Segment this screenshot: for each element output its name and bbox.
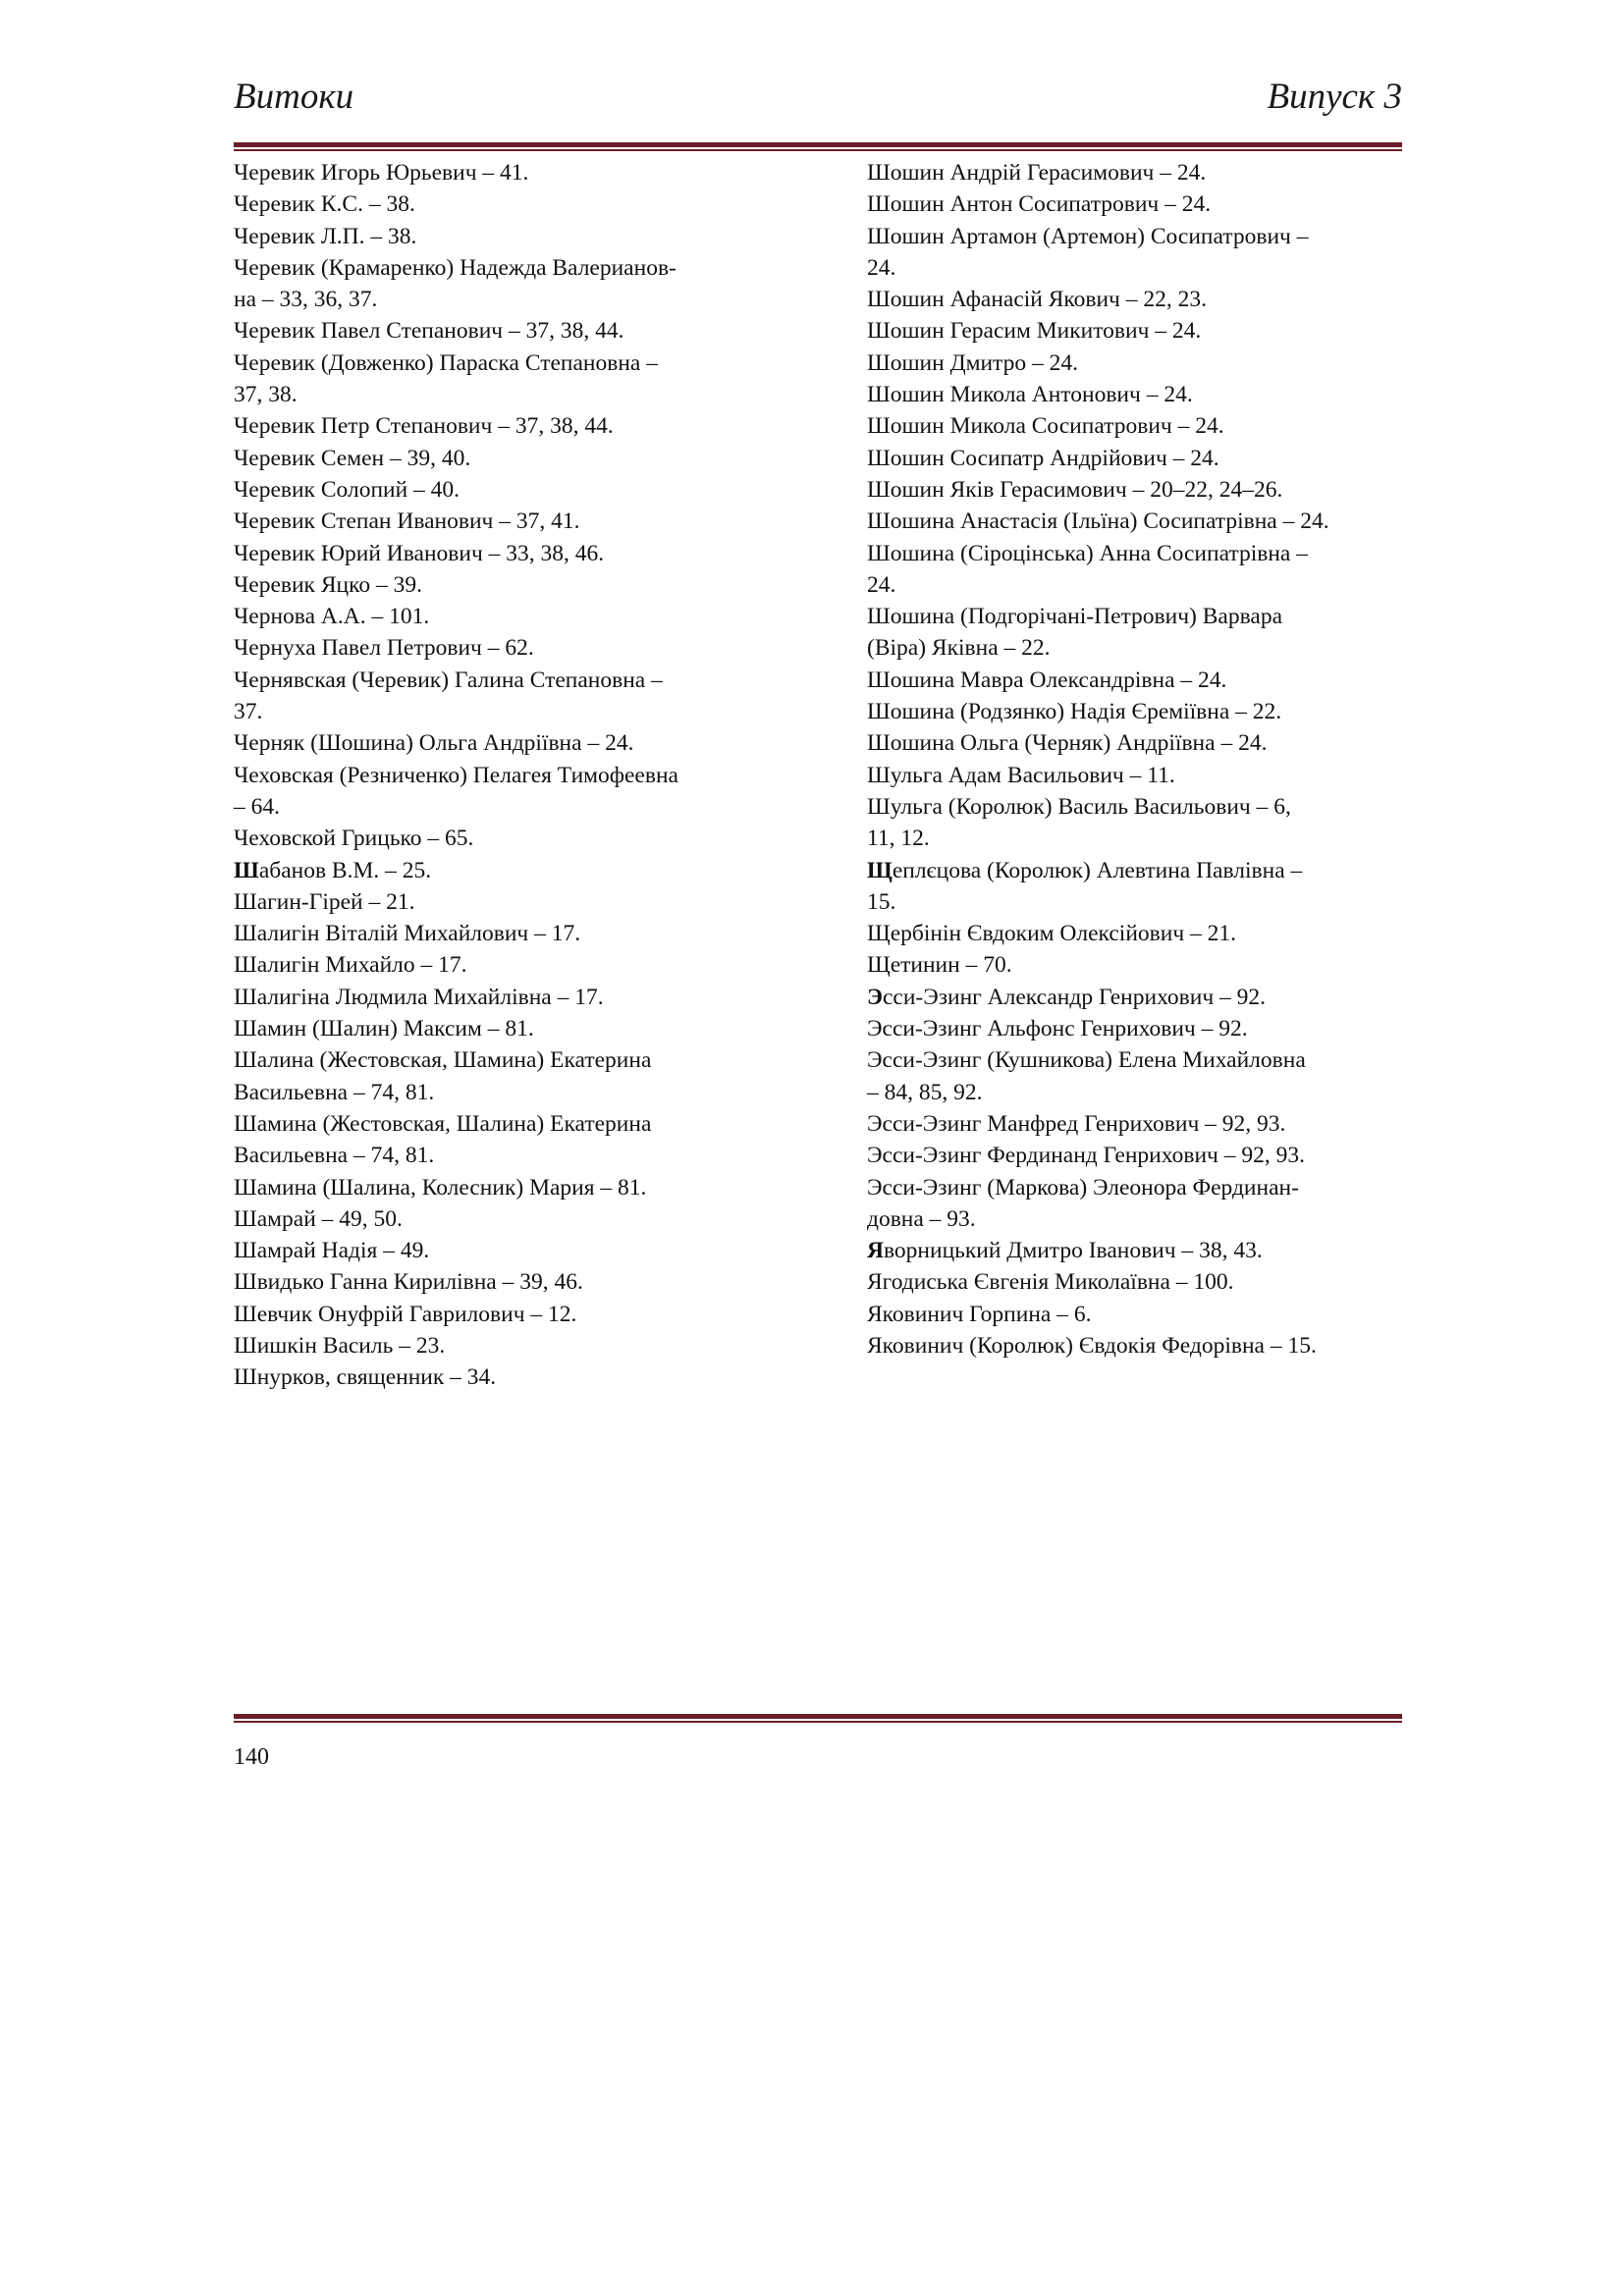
index-entry bbox=[234, 1140, 769, 1171]
index-entry bbox=[867, 569, 1405, 601]
index-entry bbox=[867, 918, 1405, 949]
index-entry bbox=[867, 982, 1405, 1013]
index-entry-text: Шошина Анастасія (Ільїна) Сосипатрівна – 24. bbox=[867, 508, 1329, 535]
index-entry bbox=[234, 918, 769, 949]
index-entry bbox=[867, 727, 1405, 759]
index-entry bbox=[867, 443, 1405, 474]
index-entry-text: Шалигіна Людмила Михайлівна – 17. bbox=[234, 984, 604, 1010]
index-entry-text: Шошина Ольга (Черняк) Андріївна – 24. bbox=[867, 730, 1268, 757]
index-entry-text: Шамрай Надія – 49. bbox=[234, 1238, 430, 1264]
index-entry-text: Черевик К.С. – 38. bbox=[234, 191, 415, 218]
index-entry-text: Черевик Яцко – 39. bbox=[234, 571, 422, 598]
index-entry-text: Шошин Микола Антонович – 24. bbox=[867, 382, 1193, 408]
index-entry bbox=[234, 696, 769, 727]
index-entry bbox=[867, 1299, 1405, 1330]
index-entry-text: Чернявская (Черевик) Галина Степановна – bbox=[234, 667, 663, 693]
index-entry-text: Черевик Солопий – 40. bbox=[234, 476, 460, 503]
index-entry bbox=[234, 188, 769, 220]
index-entry-text: Шошин Герасим Микитович – 24. bbox=[867, 318, 1202, 345]
index-entry bbox=[234, 1077, 769, 1108]
index-entry bbox=[867, 252, 1405, 284]
index-entry bbox=[234, 601, 769, 632]
index-entry bbox=[234, 284, 769, 315]
index-entry-text: на – 33, 36, 37. bbox=[234, 287, 378, 313]
index-entry-text: Шамина (Шалина, Колесник) Мария – 81. bbox=[234, 1174, 647, 1201]
index-entry bbox=[234, 538, 769, 569]
journal-title: Витоки bbox=[234, 77, 354, 117]
index-entry-text: Шамин (Шалин) Максим – 81. bbox=[234, 1016, 534, 1042]
index-entry-text: Шишкін Василь – 23. bbox=[234, 1332, 446, 1359]
index-entry-text: Шульга Адам Васильович – 11. bbox=[867, 762, 1175, 788]
index-entry bbox=[234, 982, 769, 1013]
index-entry-text: ворницький Дмитро Іванович – 38, 43. bbox=[883, 1238, 1263, 1264]
index-entry-text: Яковинич Горпина – 6. bbox=[867, 1301, 1092, 1327]
index-entry bbox=[234, 569, 769, 601]
index-entry bbox=[867, 949, 1405, 981]
index-entry-text: Эсси-Эзинг (Маркова) Элеонора Фердинан- bbox=[867, 1174, 1299, 1201]
index-entry-text: Яковинич (Королюк) Євдокія Федорівна – 15. bbox=[867, 1332, 1317, 1359]
index-entry-text: Ягодиська Євгенія Миколаївна – 100. bbox=[867, 1269, 1234, 1296]
index-entry-text: Черевик Семен – 39, 40. bbox=[234, 445, 471, 471]
index-letter-lead: Я bbox=[867, 1238, 884, 1264]
index-entry bbox=[867, 1330, 1405, 1362]
index-entry bbox=[867, 1172, 1405, 1203]
index-letter-lead: Э bbox=[867, 984, 883, 1010]
index-entry bbox=[234, 1108, 769, 1140]
index-entry bbox=[867, 760, 1405, 791]
index-entry-text: Чернуха Павел Петрович – 62. bbox=[234, 635, 534, 662]
index-entry bbox=[234, 221, 769, 252]
index-entry bbox=[867, 221, 1405, 252]
index-column-right bbox=[867, 157, 1405, 1362]
index-entry-text: Шошин Артамон (Артемон) Сосипатрович – bbox=[867, 223, 1309, 249]
index-entry-text: 37, 38. bbox=[234, 382, 298, 408]
index-entry-text: Шалигін Віталій Михайлович – 17. bbox=[234, 921, 581, 947]
index-entry bbox=[867, 1077, 1405, 1108]
index-entry-text: Чеховской Грицько – 65. bbox=[234, 826, 474, 852]
index-entry-text: Черевик Л.П. – 38. bbox=[234, 223, 417, 249]
index-entry bbox=[867, 347, 1405, 379]
index-entry bbox=[867, 665, 1405, 696]
index-entry bbox=[867, 1266, 1405, 1298]
index-entry bbox=[234, 727, 769, 759]
index-entry bbox=[234, 1203, 769, 1235]
index-entry-text: Шошин Яків Герасимович – 20–22, 24–26. bbox=[867, 476, 1283, 503]
index-entry-text: Шошина Мавра Олександрівна – 24. bbox=[867, 667, 1227, 693]
index-entry-text: Шалина (Жестовская, Шамина) Екатерина bbox=[234, 1047, 652, 1074]
index-entry bbox=[234, 855, 769, 886]
index-entry bbox=[867, 188, 1405, 220]
index-entry bbox=[234, 379, 769, 410]
index-entry-text: Шошин Дмитро – 24. bbox=[867, 349, 1078, 376]
index-entry bbox=[867, 1203, 1405, 1235]
index-entry-text: Эсси-Эзинг Фердинанд Генрихович – 92, 93. bbox=[867, 1143, 1305, 1169]
index-entry-text: Шошин Микола Сосипатрович – 24. bbox=[867, 413, 1224, 440]
index-entry bbox=[867, 886, 1405, 918]
index-entry-text: Шошин Антон Сосипатрович – 24. bbox=[867, 191, 1212, 218]
index-entry bbox=[234, 1235, 769, 1266]
index-entry-text: Шошин Андрій Герасимович – 24. bbox=[867, 160, 1207, 186]
index-entry bbox=[867, 601, 1405, 632]
index-entry bbox=[234, 315, 769, 347]
index-entry bbox=[867, 284, 1405, 315]
index-entry-text: Шамина (Жестовская, Шалина) Екатерина bbox=[234, 1110, 652, 1137]
index-entry bbox=[867, 1013, 1405, 1044]
index-entry bbox=[234, 1330, 769, 1362]
index-entry bbox=[234, 1299, 769, 1330]
index-entry bbox=[867, 1044, 1405, 1076]
index-entry-text: Шошина (Сіроцінська) Анна Сосипатрівна – bbox=[867, 540, 1308, 566]
index-entry-text: 15. bbox=[867, 888, 896, 915]
index-entry-text: Шошин Афанасій Якович – 22, 23. bbox=[867, 287, 1207, 313]
index-entry-text: – 84, 85, 92. bbox=[867, 1079, 983, 1105]
index-entry bbox=[867, 315, 1405, 347]
index-entry-text: Эсси-Эзинг Альфонс Генрихович – 92. bbox=[867, 1016, 1248, 1042]
index-entry-text: Шошина (Подгорічані-Петрович) Варвара bbox=[867, 604, 1282, 630]
index-entry-text: Черняк (Шошина) Ольга Андріївна – 24. bbox=[234, 730, 634, 757]
header-divider bbox=[234, 142, 1402, 151]
page-number: 140 bbox=[234, 1744, 269, 1770]
index-entry-text: Швидько Ганна Кирилівна – 39, 46. bbox=[234, 1269, 583, 1296]
index-entry bbox=[867, 823, 1405, 854]
index-entry-text: Черевик Петр Степанович – 37, 38, 44. bbox=[234, 413, 614, 440]
index-entry bbox=[867, 474, 1405, 506]
index-entry-text: Черевик Павел Степанович – 37, 38, 44. bbox=[234, 318, 624, 345]
index-entry bbox=[234, 443, 769, 474]
index-entry bbox=[867, 1235, 1405, 1266]
index-entry-text: Шошин Сосипатр Андрійович – 24. bbox=[867, 445, 1219, 471]
index-entry-text: 24. bbox=[867, 254, 896, 281]
index-entry-text: Шульга (Королюк) Василь Васильович – 6, bbox=[867, 793, 1291, 820]
index-entry bbox=[234, 1362, 769, 1393]
index-entry-text: Шагин-Гірей – 21. bbox=[234, 888, 415, 915]
footer-divider bbox=[234, 1714, 1402, 1723]
index-entry-text: абанов В.М. – 25. bbox=[258, 857, 432, 883]
index-entry-text: Щербінін Євдоким Олексійович – 21. bbox=[867, 921, 1237, 947]
index-entry-text: Черевик Игорь Юрьевич – 41. bbox=[234, 160, 529, 186]
index-entry-text: еплєцова (Королюк) Алевтина Павлівна – bbox=[892, 857, 1303, 883]
index-entry bbox=[234, 791, 769, 823]
index-entry bbox=[867, 632, 1405, 664]
index-entry-text: 11, 12. bbox=[867, 826, 930, 852]
index-entry-text: Чернова А.А. – 101. bbox=[234, 604, 430, 630]
index-entry-text: Шамрай – 49, 50. bbox=[234, 1205, 403, 1232]
index-entry bbox=[234, 410, 769, 442]
index-entry-text: Шошина (Родзянко) Надія Єреміївна – 22. bbox=[867, 699, 1282, 725]
index-entry-text: Васильевна – 74, 81. bbox=[234, 1143, 435, 1169]
index-entry-text: Чеховская (Резниченко) Пелагея Тимофеевна bbox=[234, 762, 678, 788]
index-entry bbox=[234, 632, 769, 664]
index-entry-text: Черевик Юрий Иванович – 33, 38, 46. bbox=[234, 540, 605, 566]
index-entry-text: Шалигін Михайло – 17. bbox=[234, 952, 467, 979]
index-entry bbox=[234, 823, 769, 854]
index-entry bbox=[234, 252, 769, 284]
index-entry bbox=[234, 760, 769, 791]
index-entry bbox=[867, 157, 1405, 188]
index-entry bbox=[867, 379, 1405, 410]
index-entry-text: 37. bbox=[234, 699, 263, 725]
index-entry-text: – 64. bbox=[234, 793, 280, 820]
index-entry bbox=[234, 157, 769, 188]
index-entry-text: довна – 93. bbox=[867, 1205, 976, 1232]
index-entry bbox=[867, 410, 1405, 442]
index-entry bbox=[234, 665, 769, 696]
index-entry bbox=[234, 886, 769, 918]
index-entry bbox=[234, 1266, 769, 1298]
index-entry bbox=[867, 855, 1405, 886]
index-entry-text: Эсси-Эзинг (Кушникова) Елена Михайловна bbox=[867, 1047, 1306, 1074]
index-entry bbox=[234, 1172, 769, 1203]
index-entry-text: 24. bbox=[867, 571, 896, 598]
index-column-left bbox=[234, 157, 769, 1394]
index-entry bbox=[867, 506, 1405, 537]
index-letter-lead: Ш bbox=[234, 857, 259, 883]
index-entry-text: Черевик Степан Иванович – 37, 41. bbox=[234, 508, 580, 535]
index-entry-text: сси-Эзинг Александр Генрихович – 92. bbox=[882, 984, 1267, 1010]
index-entry bbox=[867, 791, 1405, 823]
index-entry bbox=[234, 347, 769, 379]
index-entry bbox=[867, 1140, 1405, 1171]
index-entry bbox=[234, 949, 769, 981]
index-entry bbox=[234, 1013, 769, 1044]
index-entry bbox=[234, 474, 769, 506]
index-entry-text: (Віра) Яківна – 22. bbox=[867, 635, 1051, 662]
index-entry bbox=[867, 538, 1405, 569]
index-entry-text: Черевик (Довженко) Параска Степановна – bbox=[234, 349, 658, 376]
index-entry bbox=[867, 696, 1405, 727]
index-entry-text: Васильевна – 74, 81. bbox=[234, 1079, 435, 1105]
index-entry bbox=[234, 1044, 769, 1076]
index-entry-text: Эсси-Эзинг Манфред Генрихович – 92, 93. bbox=[867, 1110, 1286, 1137]
index-entry bbox=[234, 506, 769, 537]
index-entry-text: Черевик (Крамаренко) Надежда Валерианов- bbox=[234, 254, 677, 281]
index-entry-text: Шевчик Онуфрій Гаврилович – 12. bbox=[234, 1301, 577, 1327]
index-entry-text: Щетинин – 70. bbox=[867, 952, 1012, 979]
index-entry bbox=[867, 1108, 1405, 1140]
index-letter-lead: Щ bbox=[867, 857, 893, 883]
index-entry-text: Шнурков, священник – 34. bbox=[234, 1364, 497, 1391]
issue-title: Випуск 3 bbox=[1267, 77, 1402, 117]
